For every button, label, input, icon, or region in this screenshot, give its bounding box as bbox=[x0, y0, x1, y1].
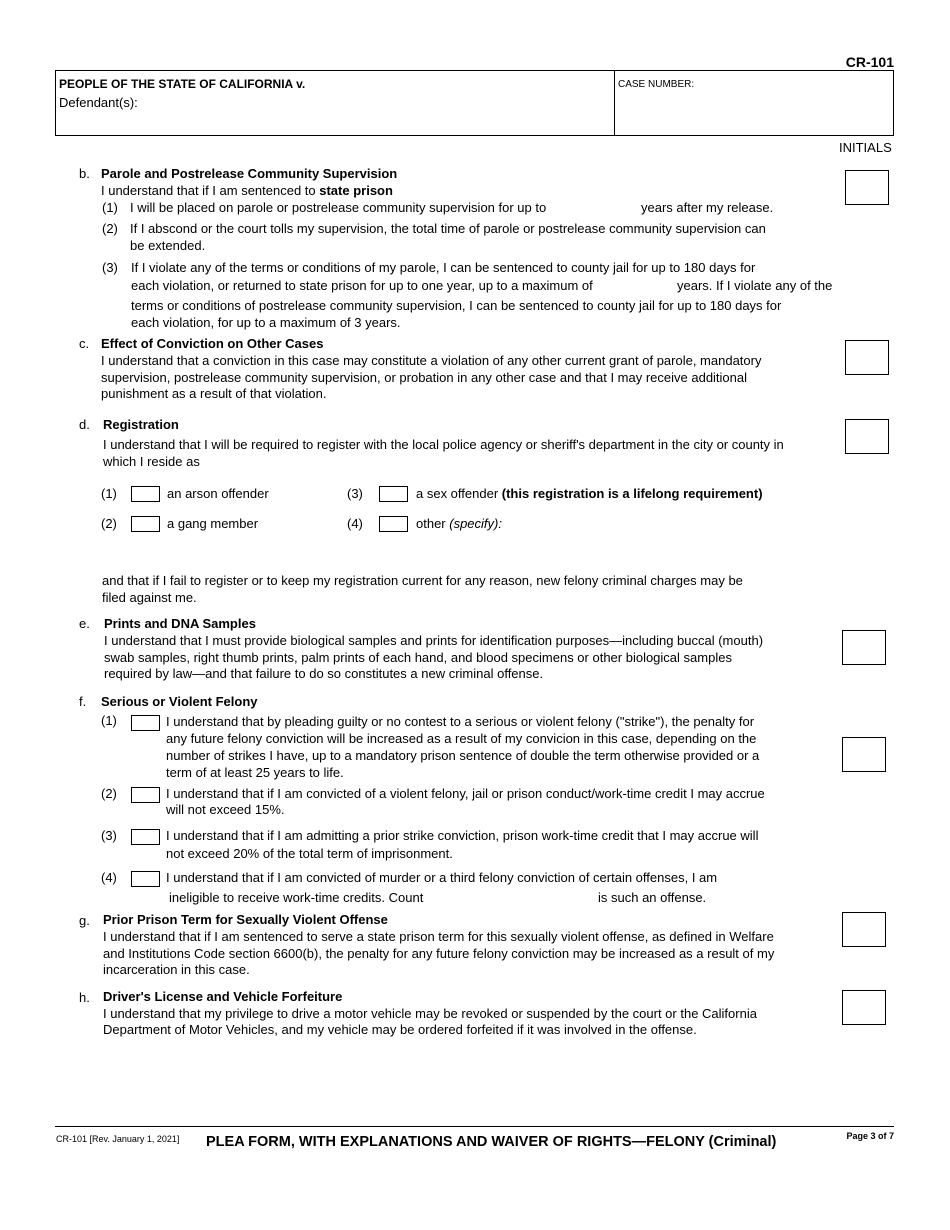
section-text: ineligible to receive work-time credits. Count bbox=[169, 890, 424, 905]
section-text: each violation, or returned to state prison for up to one year, up to a maximum of bbox=[131, 278, 593, 293]
section-text: is such an offense. bbox=[598, 890, 707, 905]
item-number: (4) bbox=[347, 516, 363, 531]
section-text: I understand that if I am admitting a prior strike conviction, prison work-time credit that I may accrue will bbox=[166, 828, 759, 843]
section-text: I understand that if I am convicted of murder or a third felony conviction of certain offenses, I am bbox=[166, 870, 718, 885]
section-text: swab samples, right thumb prints, palm prints of each hand, and blood specimens or other biological samples bbox=[104, 650, 732, 665]
section-text: I understand that a conviction in this case may constitute a violation of any other current grant of parole, mandatory bbox=[101, 353, 762, 368]
section-letter: h. bbox=[79, 990, 90, 1005]
section-title: Prior Prison Term for Sexually Violent Offense bbox=[103, 912, 388, 927]
defendant-field[interactable] bbox=[59, 109, 609, 133]
section-text: number of strikes I have, up to a mandatory prison sentence of double the term otherwise provided or a bbox=[166, 748, 760, 763]
strike-checkbox[interactable] bbox=[131, 715, 160, 731]
caption-box bbox=[55, 70, 894, 136]
section-letter: c. bbox=[79, 336, 90, 351]
item-number: (1) bbox=[101, 486, 117, 501]
section-text: required by law—and that failure to do so constitutes a new criminal offense. bbox=[104, 666, 544, 681]
section-text: I understand that by pleading guilty or no contest to a serious or violent felony ("strike"), the penalty for bbox=[166, 714, 755, 729]
initials-box[interactable] bbox=[842, 630, 886, 665]
initials-box[interactable] bbox=[842, 990, 886, 1025]
section-text: and Institutions Code section 6600(b), the penalty for any future felony conviction may be increased as a result of my bbox=[103, 946, 775, 961]
prior-strike-checkbox[interactable] bbox=[131, 829, 160, 845]
checkbox-label: an arson offender bbox=[167, 486, 269, 501]
section-text: I understand that my privilege to drive a motor vehicle may be revoked or suspended by the court or the California bbox=[103, 1006, 757, 1021]
section-title: Registration bbox=[103, 417, 179, 432]
section-text: years. If I violate any of the bbox=[677, 278, 833, 293]
form-title: PLEA FORM, WITH EXPLANATIONS AND WAIVER OF RIGHTS—FELONY (Criminal) bbox=[206, 1134, 777, 1150]
section-text: each violation, for up to a maximum of 3 years. bbox=[131, 315, 401, 330]
case-number-label: CASE NUMBER: bbox=[618, 79, 695, 90]
violent-felony-checkbox[interactable] bbox=[131, 787, 160, 803]
section-title: Effect of Conviction on Other Cases bbox=[101, 336, 324, 351]
section-text: years after my release. bbox=[641, 200, 774, 215]
initials-box[interactable] bbox=[845, 170, 889, 205]
footer-rule bbox=[55, 1126, 894, 1127]
section-letter: e. bbox=[79, 616, 90, 631]
section-text: will not exceed 15%. bbox=[166, 802, 285, 817]
checkbox-label: a sex offender (this registration is a lifelong requirement) bbox=[416, 486, 763, 501]
case-caption: PEOPLE OF THE STATE OF CALIFORNIA v. bbox=[59, 77, 306, 91]
section-text: which I reside as bbox=[103, 454, 200, 469]
form-id: CR-101 bbox=[845, 54, 894, 70]
section-title: Prints and DNA Samples bbox=[104, 616, 256, 631]
max-years-field[interactable] bbox=[632, 276, 672, 294]
parole-years-field[interactable] bbox=[582, 198, 637, 216]
section-text: I understand that if I am sentenced to serve a state prison term for this sexually violent offense, as defined in Welfare bbox=[103, 929, 774, 944]
section-text: terms or conditions of postrelease community supervision, I can be sentenced to county jail for up to 180 days for bbox=[131, 298, 782, 313]
item-number: (1) bbox=[102, 200, 118, 215]
section-text: supervision, postrelease community supervision, or probation in any other case and that I may receive additional bbox=[101, 370, 748, 385]
section-text: term of at least 25 years to life. bbox=[166, 765, 344, 780]
section-text: and that if I fail to register or to keep my registration current for any reason, new felony criminal charges may be bbox=[102, 573, 743, 588]
item-number: (4) bbox=[101, 870, 117, 885]
item-number: (2) bbox=[101, 786, 117, 801]
section-text: I understand that if I am convicted of a violent felony, jail or prison conduct/work-time credit I may accrue bbox=[166, 786, 765, 801]
checkbox-label: a gang member bbox=[167, 516, 259, 531]
section-text: I will be placed on parole or postrelease community supervision for up to bbox=[130, 200, 547, 215]
item-number: (3) bbox=[102, 260, 118, 275]
item-number: (1) bbox=[101, 713, 117, 728]
count-field[interactable] bbox=[448, 888, 593, 906]
murder-conviction-checkbox[interactable] bbox=[131, 871, 160, 887]
section-text: filed against me. bbox=[102, 590, 197, 605]
case-number-field[interactable] bbox=[618, 93, 888, 133]
section-text: I understand that if I am sentenced to state prison bbox=[101, 183, 393, 198]
section-text: If I abscond or the court tolls my supervision, the total time of parole or postrelease community supervision can bbox=[130, 221, 766, 236]
checkbox-label: other (specify): bbox=[416, 516, 502, 531]
section-text: If I violate any of the terms or conditions of my parole, I can be sentenced to county jail for up to 180 days for bbox=[131, 260, 756, 275]
section-letter: b. bbox=[79, 166, 90, 181]
initials-box[interactable] bbox=[845, 419, 889, 454]
defendant-label: Defendant(s): bbox=[59, 95, 138, 110]
section-letter: d. bbox=[79, 417, 90, 432]
section-title: Parole and Postrelease Community Supervision bbox=[101, 166, 398, 181]
page-number: Page 3 of 7 bbox=[846, 1131, 894, 1141]
item-number: (3) bbox=[347, 486, 363, 501]
section-title: Serious or Violent Felony bbox=[101, 694, 258, 709]
section-letter: g. bbox=[79, 913, 90, 928]
revision-date: CR-101 [Rev. January 1, 2021] bbox=[56, 1134, 180, 1144]
section-title: Driver's License and Vehicle Forfeiture bbox=[103, 989, 343, 1004]
section-text: Department of Motor Vehicles, and my vehicle may be ordered forfeited if it was involved in the offense. bbox=[103, 1022, 697, 1037]
initials-label: INITIALS bbox=[839, 140, 892, 155]
section-text: not exceed 20% of the total term of imprisonment. bbox=[166, 846, 453, 861]
section-text: be extended. bbox=[130, 238, 206, 253]
initials-box[interactable] bbox=[842, 912, 886, 947]
section-text: punishment as a result of that violation. bbox=[101, 386, 327, 401]
other-registration-checkbox[interactable] bbox=[379, 516, 408, 532]
caption-divider bbox=[614, 71, 615, 135]
other-specify-field[interactable] bbox=[512, 514, 832, 554]
section-letter: f. bbox=[79, 694, 87, 709]
initials-box[interactable] bbox=[842, 737, 886, 772]
section-text: incarceration in this case. bbox=[103, 962, 250, 977]
sex-offender-checkbox[interactable] bbox=[379, 486, 408, 502]
arson-offender-checkbox[interactable] bbox=[131, 486, 160, 502]
section-text: I understand that I must provide biological samples and prints for identification purposes—including buccal (mouth) bbox=[104, 633, 764, 648]
gang-member-checkbox[interactable] bbox=[131, 516, 160, 532]
item-number: (2) bbox=[101, 516, 117, 531]
section-text: any future felony conviction will be increased as a result of my convicion in this case, depending on the bbox=[166, 731, 757, 746]
item-number: (3) bbox=[101, 828, 117, 843]
item-number: (2) bbox=[102, 221, 118, 236]
initials-box[interactable] bbox=[845, 340, 889, 375]
section-text: I understand that I will be required to register with the local police agency or sheriff's department in the city or county in bbox=[103, 437, 784, 452]
